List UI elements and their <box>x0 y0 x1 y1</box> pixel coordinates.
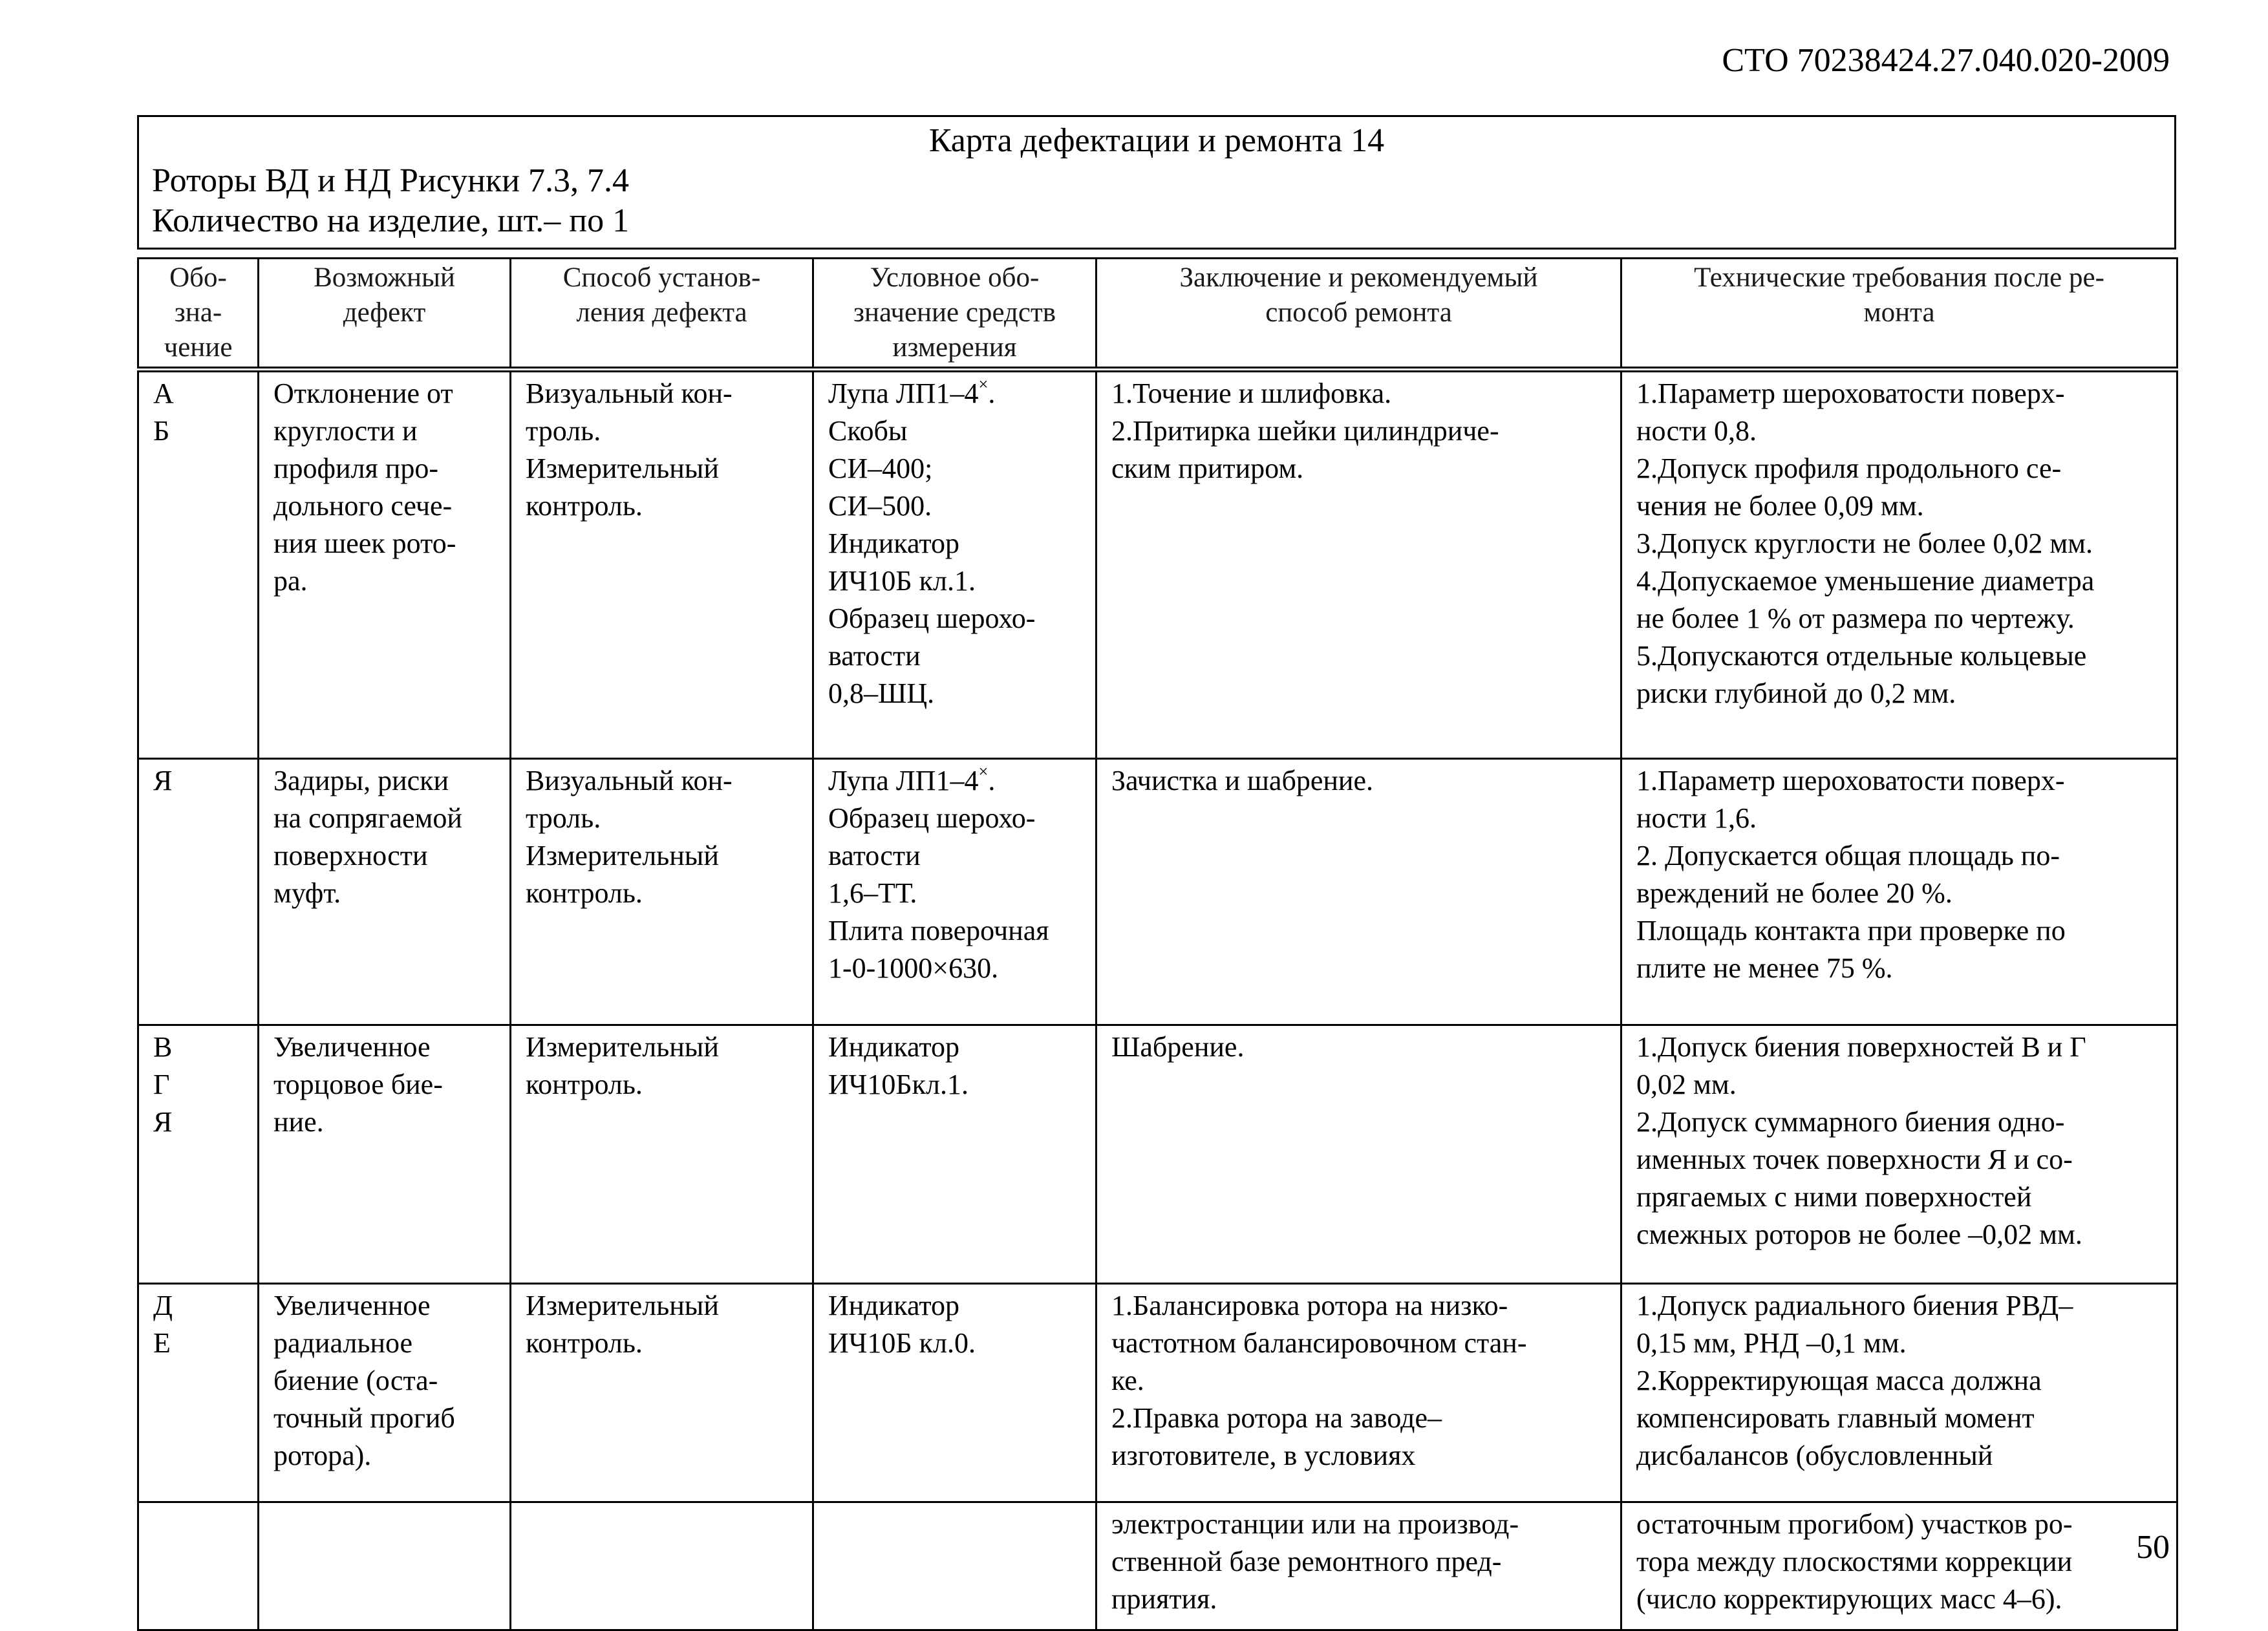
cell-line: профиля про- <box>273 453 438 484</box>
table-row <box>138 370 2177 759</box>
cell-line: вреждений не более 20 %. <box>1636 877 1952 909</box>
cell-line: радиальное <box>273 1327 413 1359</box>
measuring-tools-cell <box>813 1284 1097 1502</box>
cell-line: Я <box>153 1106 173 1138</box>
cell-line: 1.Допуск биения поверхностей В и Г <box>1636 1031 2086 1063</box>
designation-cell <box>138 370 259 759</box>
card-header <box>137 115 2176 250</box>
cell-line: Б <box>153 415 170 447</box>
cell-line: плите не менее 75 %. <box>1636 952 1893 984</box>
cell-line: ние. <box>273 1106 324 1138</box>
cell-line: Лупа ЛП1–4×. <box>828 762 996 796</box>
detection-method-cell <box>511 370 813 759</box>
cell-line: Образец шерохо- <box>828 602 1036 634</box>
designation-cell <box>138 759 259 1025</box>
cell-line: монта <box>1863 297 1935 328</box>
cell-line: 0,8–ШЦ. <box>828 677 935 709</box>
cell-line: А <box>153 378 174 409</box>
defect-cell <box>259 759 511 1025</box>
cell-line: Измерительный <box>526 840 719 871</box>
cell-line: 2.Допуск профиля продольного се- <box>1636 453 2062 484</box>
page-number: 50 <box>2136 1529 2170 1566</box>
cell-line: чения не более 0,09 мм. <box>1636 490 1924 522</box>
column-header-requirements <box>1621 259 2177 370</box>
table-row <box>138 1025 2177 1284</box>
cell-line: В <box>153 1031 173 1063</box>
detection-method-cell <box>511 1502 813 1630</box>
cell-line: частотном балансировочном стан- <box>1111 1327 1527 1359</box>
cell-line: Отклонение от <box>273 378 453 409</box>
cell-line: ротора). <box>273 1440 372 1471</box>
cell-line: 0,15 мм, РНД –0,1 мм. <box>1636 1327 1907 1359</box>
defect-repair-table <box>137 257 2178 1631</box>
cell-line: 2. Допускается общая площадь по- <box>1636 840 2060 871</box>
card-subject: Роторы ВД и НД Рисунки 7.3, 7.4 <box>152 162 630 199</box>
requirements-cell <box>1621 1502 2177 1630</box>
cell-line: круглости и <box>273 415 418 447</box>
cell-line: ности 1,6. <box>1636 802 1757 834</box>
repair-method-cell <box>1097 1502 1621 1630</box>
cell-line: Г <box>153 1069 170 1100</box>
repair-method-cell <box>1097 370 1621 759</box>
table-body <box>138 370 2177 1630</box>
cell-line: биение (оста- <box>273 1365 438 1396</box>
cell-line: 1.Допуск радиального биения РВД– <box>1636 1290 2073 1321</box>
cell-line: Е <box>153 1327 171 1359</box>
detection-method-cell <box>511 1025 813 1284</box>
cell-line: 2.Притирка шейки цилиндриче- <box>1111 415 1499 447</box>
cell-line: 1-0-1000×630. <box>828 952 999 984</box>
cell-line: ственной базе ремонтного пред- <box>1111 1546 1502 1577</box>
document-code: СТО 70238424.27.040.020-2009 <box>1722 42 2170 79</box>
cell-line: риски глубиной до 0,2 мм. <box>1636 677 1956 709</box>
cell-line: троль. <box>526 802 601 834</box>
cell-line: Измерительный <box>526 1290 719 1321</box>
cell-line: не более 1 % от размера по чертежу. <box>1636 602 2075 634</box>
detection-method-cell <box>511 1284 813 1502</box>
column-header-detection-method <box>511 259 813 370</box>
cell-line: значение средств <box>853 297 1056 328</box>
table-row <box>138 1284 2177 1502</box>
table-row <box>138 759 2177 1025</box>
designation-cell <box>138 1025 259 1284</box>
card-title: Карта дефектации и ремонта 14 <box>928 122 1385 159</box>
cell-line: Измерительный <box>526 453 719 484</box>
card-quantity: Количество на изделие, шт.– по 1 <box>152 202 630 239</box>
cell-line: 2.Допуск суммарного биения одно- <box>1636 1106 2065 1138</box>
cell-line: приятия. <box>1111 1583 1217 1615</box>
repair-method-cell <box>1097 1284 1621 1502</box>
cell-line: троль. <box>526 415 601 447</box>
cell-line: контроль. <box>526 490 643 522</box>
cell-line: муфт. <box>273 877 341 909</box>
cell-line: ра. <box>273 565 308 597</box>
cell-line: 5.Допускаются отдельные кольцевые <box>1636 640 2087 672</box>
cell-line: Возможный <box>314 262 455 293</box>
designation-cell <box>138 1502 259 1630</box>
cell-line: Заключение и рекомендуемый <box>1179 262 1538 293</box>
cell-line: СИ–500. <box>828 490 932 522</box>
defect-cell <box>259 1025 511 1284</box>
cell-line: ке. <box>1111 1365 1144 1396</box>
cell-line: дефект <box>343 297 426 328</box>
cell-line: контроль. <box>526 1327 643 1359</box>
cell-line: 1.Балансировка ротора на низко- <box>1111 1290 1508 1321</box>
table-row <box>138 1502 2177 1630</box>
cell-line: Я <box>153 765 173 796</box>
cell-line: 1,6–ТТ. <box>828 877 917 909</box>
column-header-defect <box>259 259 511 370</box>
cell-line: Лупа ЛП1–4×. <box>828 374 996 409</box>
cell-line: точный прогиб <box>273 1402 455 1434</box>
cell-line: Образец шерохо- <box>828 802 1036 834</box>
cell-line: ИЧ10Б кл.1. <box>828 565 976 597</box>
cell-line: 0,02 мм. <box>1636 1069 1737 1100</box>
column-header-designation <box>138 259 259 370</box>
cell-line: ления дефекта <box>576 297 747 328</box>
cell-line: Д <box>153 1290 173 1321</box>
cell-line: дольного сече- <box>273 490 453 522</box>
cell-line: смежных роторов не более –0,02 мм. <box>1636 1219 2082 1250</box>
measuring-tools-cell <box>813 759 1097 1025</box>
cell-line: способ ремонта <box>1265 297 1452 328</box>
measuring-tools-cell <box>813 1025 1097 1284</box>
cell-line: 1.Точение и шлифовка. <box>1111 378 1392 409</box>
requirements-cell <box>1621 1284 2177 1502</box>
cell-line: ния шеек рото- <box>273 528 456 559</box>
cell-line: (число корректирующих масс 4–6). <box>1636 1583 2062 1615</box>
cell-line: Площадь контакта при проверке по <box>1636 915 2066 946</box>
cell-line: зна- <box>174 297 222 328</box>
defect-cell <box>259 1284 511 1502</box>
cell-line: Условное обо- <box>870 262 1040 293</box>
defect-cell <box>259 1502 511 1630</box>
requirements-cell <box>1621 1025 2177 1284</box>
cell-line: ватости <box>828 640 921 672</box>
cell-line: прягаемых с ними поверхностей <box>1636 1181 2032 1213</box>
cell-line: 2.Корректирующая масса должна <box>1636 1365 2042 1396</box>
cell-line: ИЧ10Б кл.0. <box>828 1327 976 1359</box>
requirements-cell <box>1621 370 2177 759</box>
cell-line: чение <box>164 332 233 363</box>
cell-line: Измерительный <box>526 1031 719 1063</box>
cell-line: 4.Допускаемое уменьшение диаметра <box>1636 565 2095 597</box>
cell-line: ским притиром. <box>1111 453 1304 484</box>
cell-line: на сопрягаемой <box>273 802 462 834</box>
cell-line: Индикатор <box>828 1031 960 1063</box>
cell-line: Увеличенное <box>273 1031 431 1063</box>
cell-line: остаточным прогибом) участков ро- <box>1636 1508 2073 1540</box>
column-header-measuring-tools <box>813 259 1097 370</box>
cell-line: Обо- <box>169 262 227 293</box>
column-header-repair-method <box>1097 259 1621 370</box>
designation-cell <box>138 1284 259 1502</box>
cell-line: контроль. <box>526 1069 643 1100</box>
requirements-cell <box>1621 759 2177 1025</box>
cell-line: СИ–400; <box>828 453 933 484</box>
cell-line: компенсировать главный момент <box>1636 1402 2035 1434</box>
table-header-row <box>138 259 2177 370</box>
cell-line: Технические требования после ре- <box>1694 262 2104 293</box>
defect-cell <box>259 370 511 759</box>
cell-line: измерения <box>892 332 1017 363</box>
cell-line: Визуальный кон- <box>526 378 733 409</box>
cell-line: именных точек поверхности Я и со- <box>1636 1144 2073 1175</box>
cell-line: 1.Параметр шероховатости поверх- <box>1636 378 2065 409</box>
cell-line: Визуальный кон- <box>526 765 733 796</box>
cell-line: Увеличенное <box>273 1290 431 1321</box>
measuring-tools-cell <box>813 1502 1097 1630</box>
cell-line: ИЧ10Бкл.1. <box>828 1069 968 1100</box>
cell-line: поверхности <box>273 840 428 871</box>
cell-line: контроль. <box>526 877 643 909</box>
cell-line: Способ установ- <box>562 262 761 293</box>
cell-line: Индикатор <box>828 1290 960 1321</box>
measuring-tools-cell <box>813 370 1097 759</box>
cell-line: тора между плоскостями коррекции <box>1636 1546 2073 1577</box>
cell-line: Плита поверочная <box>828 915 1049 946</box>
cell-line: Задиры, риски <box>273 765 449 796</box>
cell-line: ности 0,8. <box>1636 415 1757 447</box>
cell-line: 3.Допуск круглости не более 0,02 мм. <box>1636 528 2093 559</box>
cell-line: торцовое бие- <box>273 1069 443 1100</box>
cell-line: 1.Параметр шероховатости поверх- <box>1636 765 2065 796</box>
cell-line: Скобы <box>828 415 908 447</box>
cell-line: Индикатор <box>828 528 960 559</box>
cell-line: изготовителе, в условиях <box>1111 1440 1416 1471</box>
cell-line: электростанции или на производ- <box>1111 1508 1519 1540</box>
cell-line: 2.Правка ротора на заводе– <box>1111 1402 1442 1434</box>
cell-line: ватости <box>828 840 921 871</box>
repair-method-cell <box>1097 1025 1621 1284</box>
detection-method-cell <box>511 759 813 1025</box>
cell-line: Зачистка и шабрение. <box>1111 765 1373 796</box>
cell-line: дисбалансов (обусловленный <box>1636 1440 1993 1471</box>
cell-line: Шабрение. <box>1111 1031 1245 1063</box>
repair-method-cell <box>1097 759 1621 1025</box>
